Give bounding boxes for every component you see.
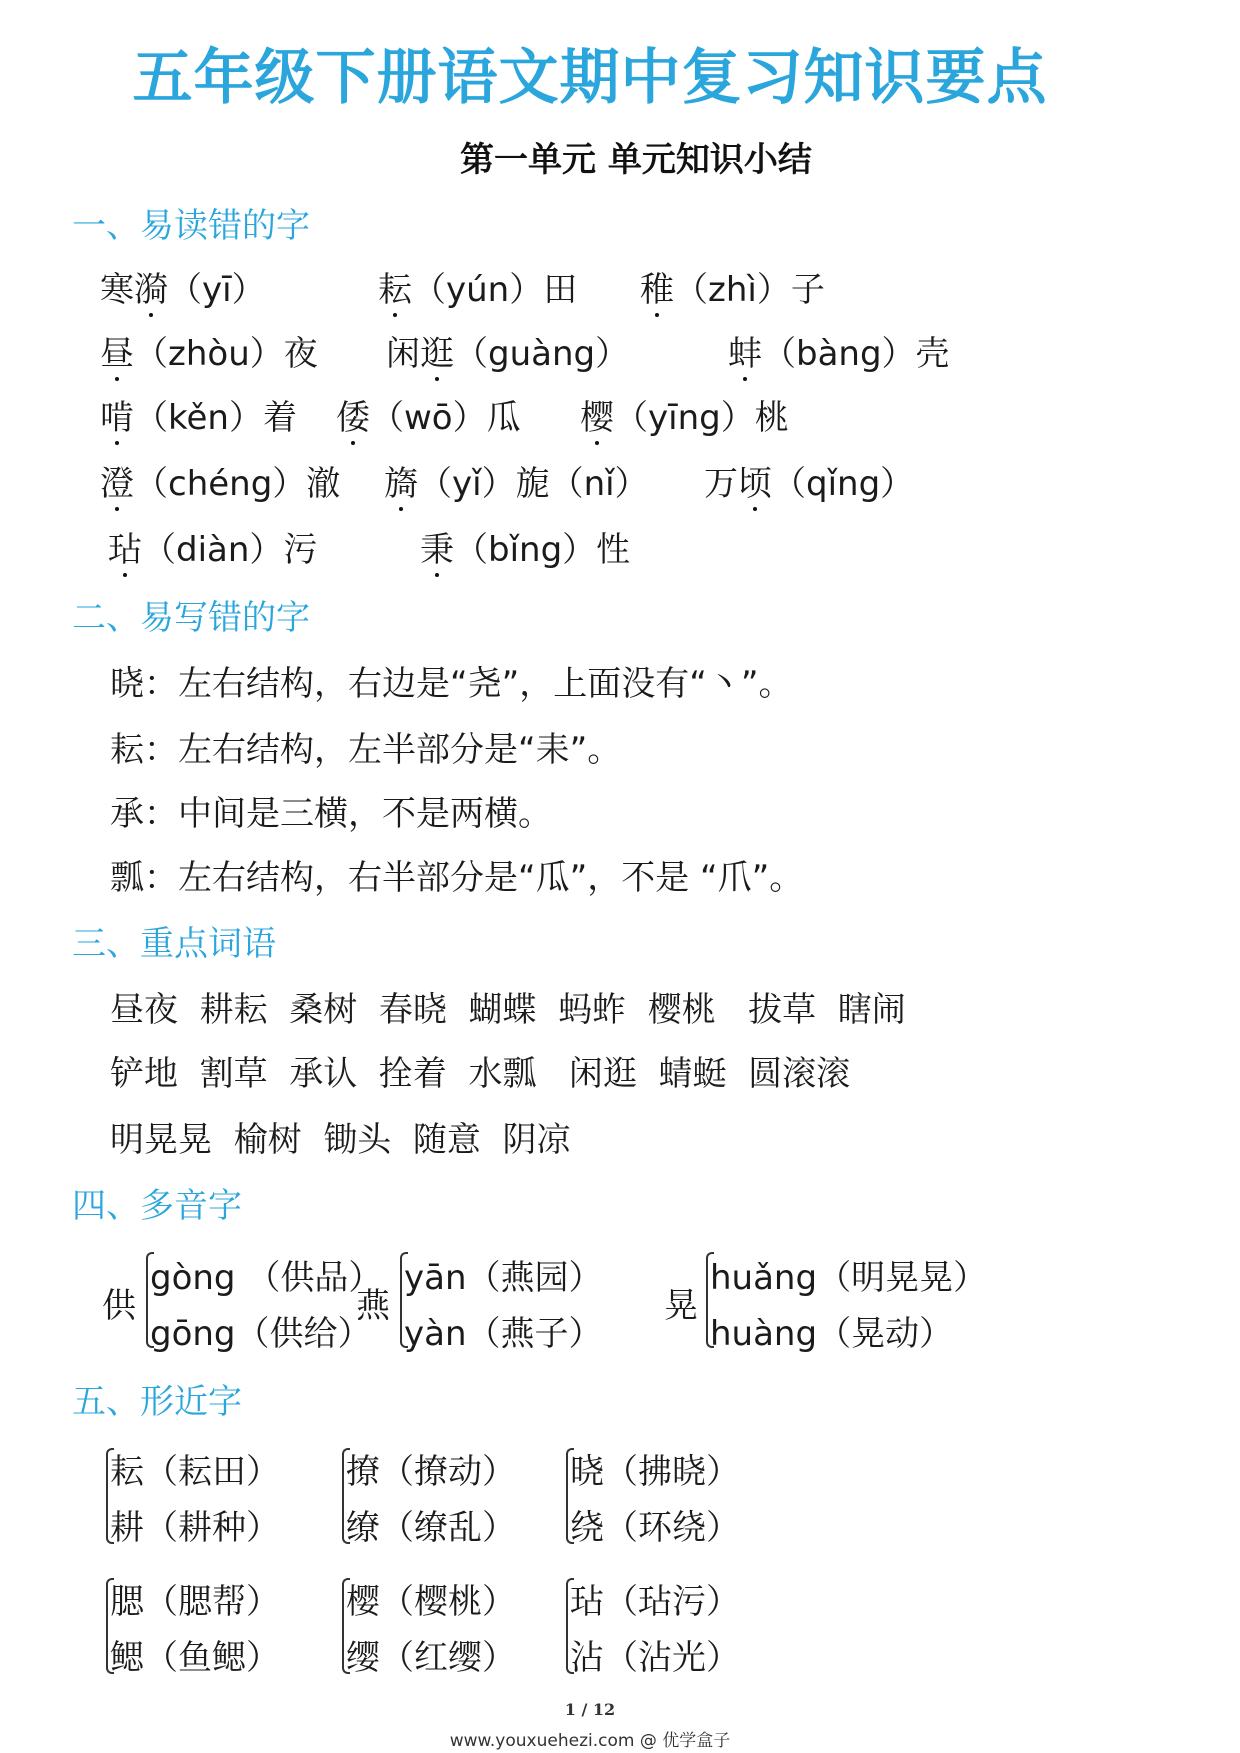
word-line: 昼夜 耕耘 桑树 春晓 蝴蝶 蚂蚱 樱桃 拔草 瞎闹 — [110, 990, 906, 1030]
unit-title: 第一单元 单元知识小结 — [460, 140, 812, 180]
section-heading-misread: 一、易读错的字 — [72, 206, 310, 246]
text: （kěn）着 — [134, 398, 297, 438]
text: （bǐng）性 — [454, 530, 631, 570]
similar-char: 缨（红缨） — [346, 1638, 516, 1678]
dotted-char: 玷 — [108, 522, 142, 571]
text: （wō）瓜 — [370, 398, 521, 438]
dotted-char: 樱 — [580, 390, 614, 439]
similar-char: 缭（缭乱） — [346, 1508, 516, 1548]
dotted-char: 秉 — [420, 522, 454, 571]
polyphone-reading: huàng（晃动） — [710, 1314, 954, 1354]
text: （yǐ）旎（nǐ） — [418, 464, 649, 504]
similar-char: 耕（耕种） — [110, 1508, 280, 1548]
reading-item — [336, 390, 521, 439]
dotted-char: 稚 — [640, 262, 674, 311]
dotted-char: 蚌 — [728, 326, 762, 375]
dotted-char: 旖 — [384, 456, 418, 505]
reading-item — [640, 262, 825, 311]
polyphone-reading: huǎng（明晃晃） — [710, 1258, 988, 1298]
dotted-char: 漪 — [134, 262, 168, 311]
polyphone-char: 燕 — [356, 1286, 390, 1326]
reading-item — [704, 456, 914, 505]
text: （yīng）桃 — [614, 398, 789, 438]
reading-item — [580, 390, 789, 439]
word-line: 明晃晃 榆树 锄头 随意 阴凉 — [110, 1120, 571, 1160]
reading-item — [420, 522, 630, 571]
reading-item — [386, 326, 629, 375]
writing-note: 耘：左右结构，左半部分是“耒”。 — [110, 730, 622, 770]
reading-item — [100, 326, 318, 375]
reading-item — [378, 262, 577, 311]
text: 寒 — [100, 270, 134, 310]
dotted-char: 啃 — [100, 390, 134, 439]
dotted-char: 逛 — [420, 326, 454, 375]
similar-char: 晓（拂晓） — [570, 1452, 740, 1492]
writing-note: 瓢：左右结构，右半部分是“瓜”，不是 “爪”。 — [110, 858, 804, 898]
section-heading-similar-chars: 五、形近字 — [72, 1382, 242, 1422]
section-heading-miswrite: 二、易写错的字 — [72, 598, 310, 638]
dotted-char: 耘 — [378, 262, 412, 311]
dotted-char: 顷 — [738, 456, 772, 505]
page-number: 1 / 12 — [564, 1700, 616, 1719]
polyphone-reading: yān（燕园） — [404, 1258, 603, 1298]
document-title: 五年级下册语文期中复习知识要点 — [132, 43, 1048, 113]
polyphone-char: 供 — [102, 1286, 136, 1326]
text: 闲 — [386, 334, 420, 374]
polyphone-reading: gòng （供品） — [150, 1258, 383, 1298]
reading-item — [100, 456, 340, 505]
similar-char: 沾（沾光） — [570, 1638, 740, 1678]
reading-item — [384, 456, 649, 505]
similar-char: 绕（环绕） — [570, 1508, 740, 1548]
text: （zhì）子 — [674, 270, 825, 310]
text: （chéng）澈 — [134, 464, 341, 504]
similar-char: 樱（樱桃） — [346, 1582, 516, 1622]
reading-item — [728, 326, 950, 375]
text: （yī） — [168, 270, 266, 310]
similar-char: 腮（腮帮） — [110, 1582, 280, 1622]
polyphone-reading: gōng（供给） — [150, 1314, 372, 1354]
text: （yún）田 — [412, 270, 578, 310]
word-line: 铲地 割草 承认 拴着 水瓢 闲逛 蜻蜓 圆滚滚 — [110, 1054, 851, 1094]
dotted-char: 澄 — [100, 456, 134, 505]
writing-note: 晓：左右结构，右边是“尧”，上面没有“丶”。 — [110, 664, 793, 704]
reading-item — [108, 522, 317, 571]
site-watermark: www.youxuehezi.com @ 优学盒子 — [449, 1731, 731, 1751]
text: 万 — [704, 464, 738, 504]
text: （zhòu）夜 — [134, 334, 318, 374]
similar-char: 撩（撩动） — [346, 1452, 516, 1492]
dotted-char: 昼 — [100, 326, 134, 375]
polyphone-reading: yàn（燕子） — [404, 1314, 603, 1354]
similar-char: 耘（耘田） — [110, 1452, 280, 1492]
reading-item — [100, 390, 297, 439]
similar-char: 玷（玷污） — [570, 1582, 740, 1622]
section-heading-key-words: 三、重点词语 — [72, 924, 276, 964]
text: （diàn）污 — [142, 530, 318, 570]
writing-note: 承：中间是三横，不是两横。 — [110, 794, 552, 834]
section-heading-polyphones: 四、多音字 — [72, 1186, 242, 1226]
polyphone-char: 晃 — [664, 1286, 698, 1326]
similar-char: 鳃（鱼鳃） — [110, 1638, 280, 1678]
text: （guàng） — [454, 334, 630, 374]
reading-item — [100, 262, 266, 311]
dotted-char: 倭 — [336, 390, 370, 439]
text: （bàng）壳 — [762, 334, 950, 374]
text: （qǐng） — [772, 464, 915, 504]
